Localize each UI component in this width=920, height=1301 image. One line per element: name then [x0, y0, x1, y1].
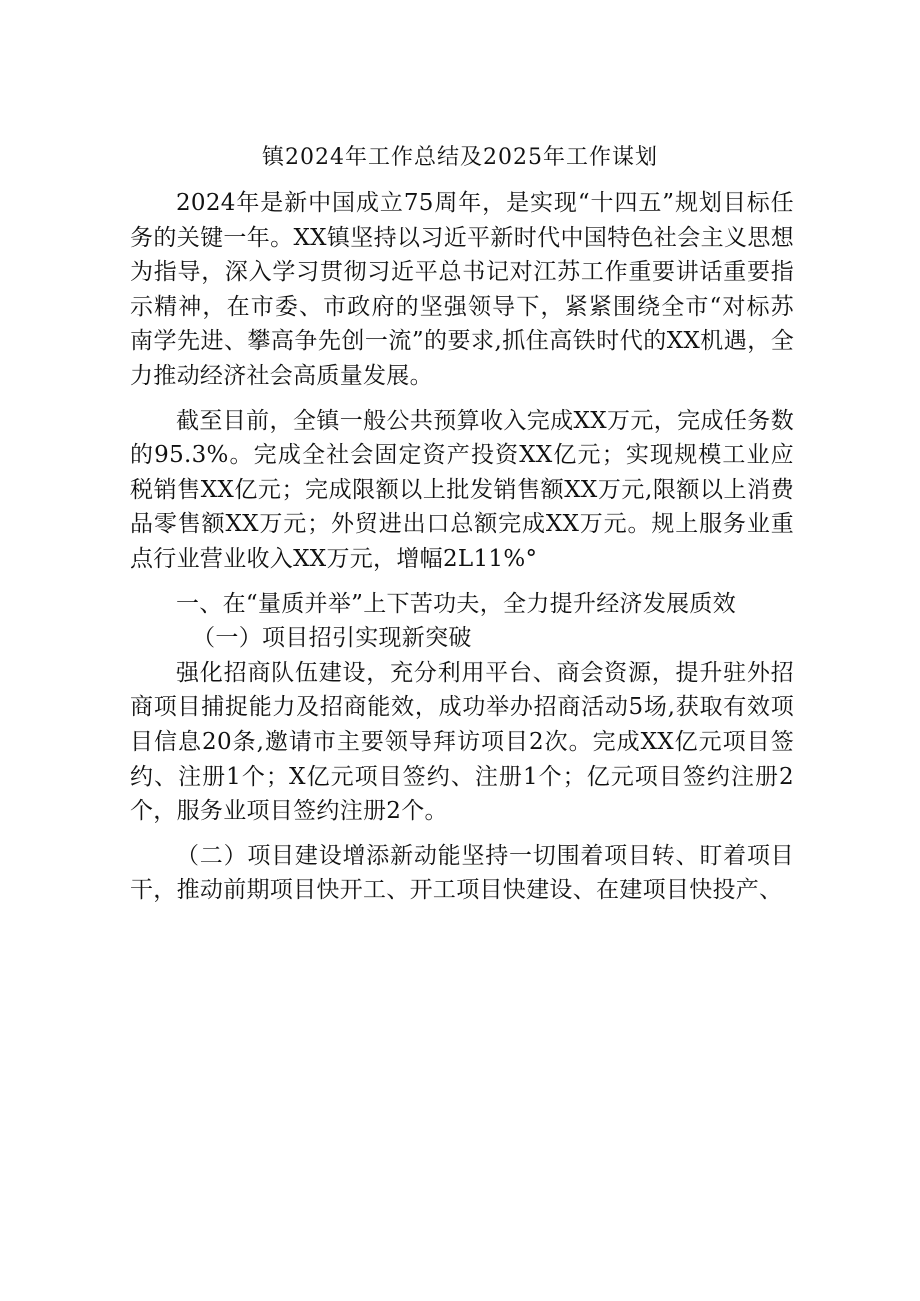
document-body	[130, 186, 794, 908]
paragraph-project-construction: （二）项目建设增添新动能坚持一切围着项目转、盯着项目干，推动前期项目快开工、开工项目快建设、在建项目快投产、	[130, 842, 794, 904]
document-title: 镇2024年工作总结及2025年工作谋划	[262, 145, 658, 170]
paragraph-investment: 强化招商队伍建设，充分利用平台、商会资源，提升驻外招商项目捕捉能力及招商能效，成功举办招商活动5场,获取有效项目信息20条,邀请市主要领导拜访项目2次。完成XX亿元项目签约、注册1个；X亿元项目签约、注册1个；亿元项目签约注册2个，服务业项目签约注册2个。	[130, 659, 794, 825]
paragraph-intro: 2024年是新中国成立75周年，是实现“十四五”规划目标任务的关键一年。XX镇坚持以习近平新时代中国特色社会主义思想为指导，深入学习贯彻习近平总书记对江苏工作重要讲话重要指示精神，在市委、市政府的坚强领导下，紧紧围绕全市“对标苏南学先进、攀高争先创一流”的要求,抓住高铁时代的XX机遇，全力推动经济社会高质量发展。	[130, 190, 794, 389]
subsection-heading-1: （一）项目招引实现新突破	[192, 625, 472, 652]
section-heading-1: 一、在“量质并举”上下苦功夫，全力提升经济发展质效	[176, 590, 737, 617]
paragraph-statistics: 截至目前，全镇一般公共预算收入完成XX万元，完成任务数的95.3%。完成全社会固定资产投资XX亿元；实现规模工业应税销售XX亿元；完成限额以上批发销售额XX万元,限额以上消费品零售额XX万元；外贸进出口总额完成XX万元。规上服务业重点行业营业收入XX万元，增幅2L11%°	[130, 407, 794, 572]
